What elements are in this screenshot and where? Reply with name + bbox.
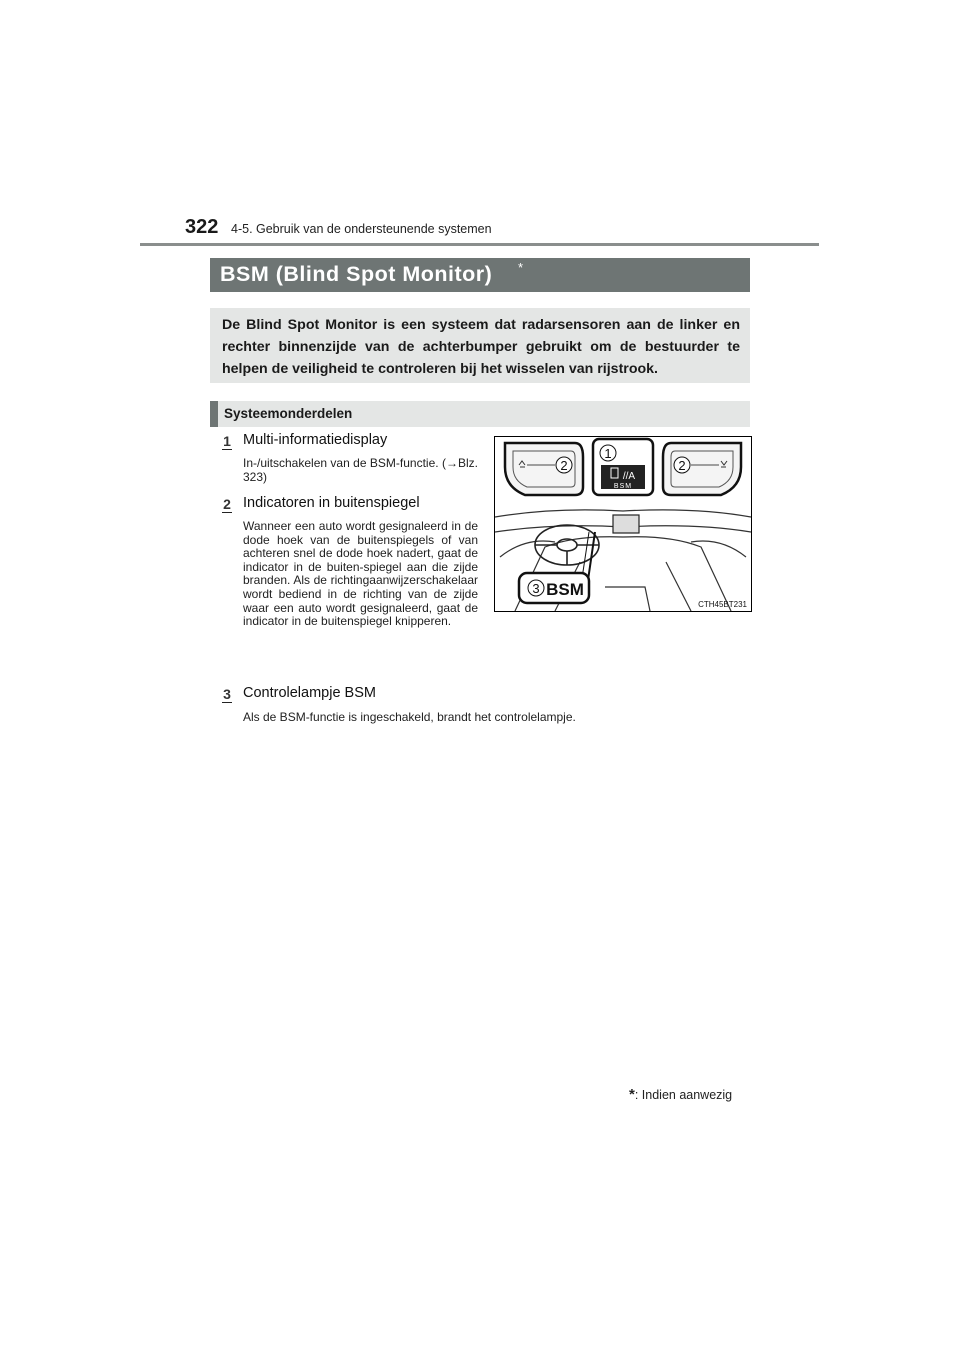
callout-1: 1 [604, 446, 612, 461]
subheading: Systeemonderdelen [224, 406, 353, 421]
page-number: 322 [185, 216, 219, 238]
display-symbol: //A [622, 471, 636, 482]
item-body-2: Wanneer een auto wordt gesignaleerd in de dode hoek van de buitenspiegels of van achteren snel de dode hoek nadert, gaat de indicator in de buiten-spiegel aan die zijde branden. Als de richtingaanwijzerschakelaar wordt bediend in de richting van de zijde waar een auto wordt gesignaleerd, gaat de indicator in de buitenspiegel knipperen. [243, 519, 478, 629]
section-path: 4-5. Gebruik van de ondersteunende systemen [231, 222, 492, 236]
callout-2-left: 2 [560, 458, 568, 473]
callout-3: 3 [532, 581, 540, 596]
item-number-2: 2 [223, 496, 231, 512]
subheading-accent [210, 401, 218, 427]
bsm-components-figure [494, 436, 752, 612]
item-number-3: 3 [223, 686, 231, 702]
item-number-1: 1 [223, 433, 231, 449]
header-rule [140, 243, 819, 246]
item-heading-3: Controlelampje BSM [243, 685, 376, 701]
intro-text: De Blind Spot Monitor is een systeem dat radarsensoren aan de linker en rechter binnenzijde van de achterbumper gebruikt om de bestuurder te helpen de veiligheid te controleren bij het wisselen van rijstrook. [222, 317, 740, 377]
dashboard-illustration [495, 437, 751, 611]
steering-wheel [535, 525, 599, 565]
center-screen [613, 515, 639, 533]
callout-2-right: 2 [678, 458, 686, 473]
display-bsm-label: BSM [613, 483, 633, 490]
figure-code: CTH45BT231 [698, 600, 747, 609]
title-asterisk: * [518, 260, 524, 275]
footnote-asterisk: * [629, 1086, 635, 1103]
footnote-text: : Indien aanwezig [634, 1088, 733, 1102]
item-heading-1: Multi-informatiedisplay [243, 432, 388, 448]
bsm-indicator-label: BSM [546, 580, 584, 599]
item-body-3: Als de BSM-functie is ingeschakeld, brandt het controlelampje. [243, 710, 576, 724]
intro-box [210, 308, 750, 383]
item-body-1: In-/uitschakelen van de BSM-functie. (→Blz. 323) [243, 456, 478, 484]
footnote [629, 1086, 732, 1103]
subheading-bar [210, 401, 750, 427]
item-heading-2: Indicatoren in buitenspiegel [243, 495, 420, 511]
section-title: BSM (Blind Spot Monitor) [220, 262, 493, 286]
section-title-bar [210, 258, 750, 292]
